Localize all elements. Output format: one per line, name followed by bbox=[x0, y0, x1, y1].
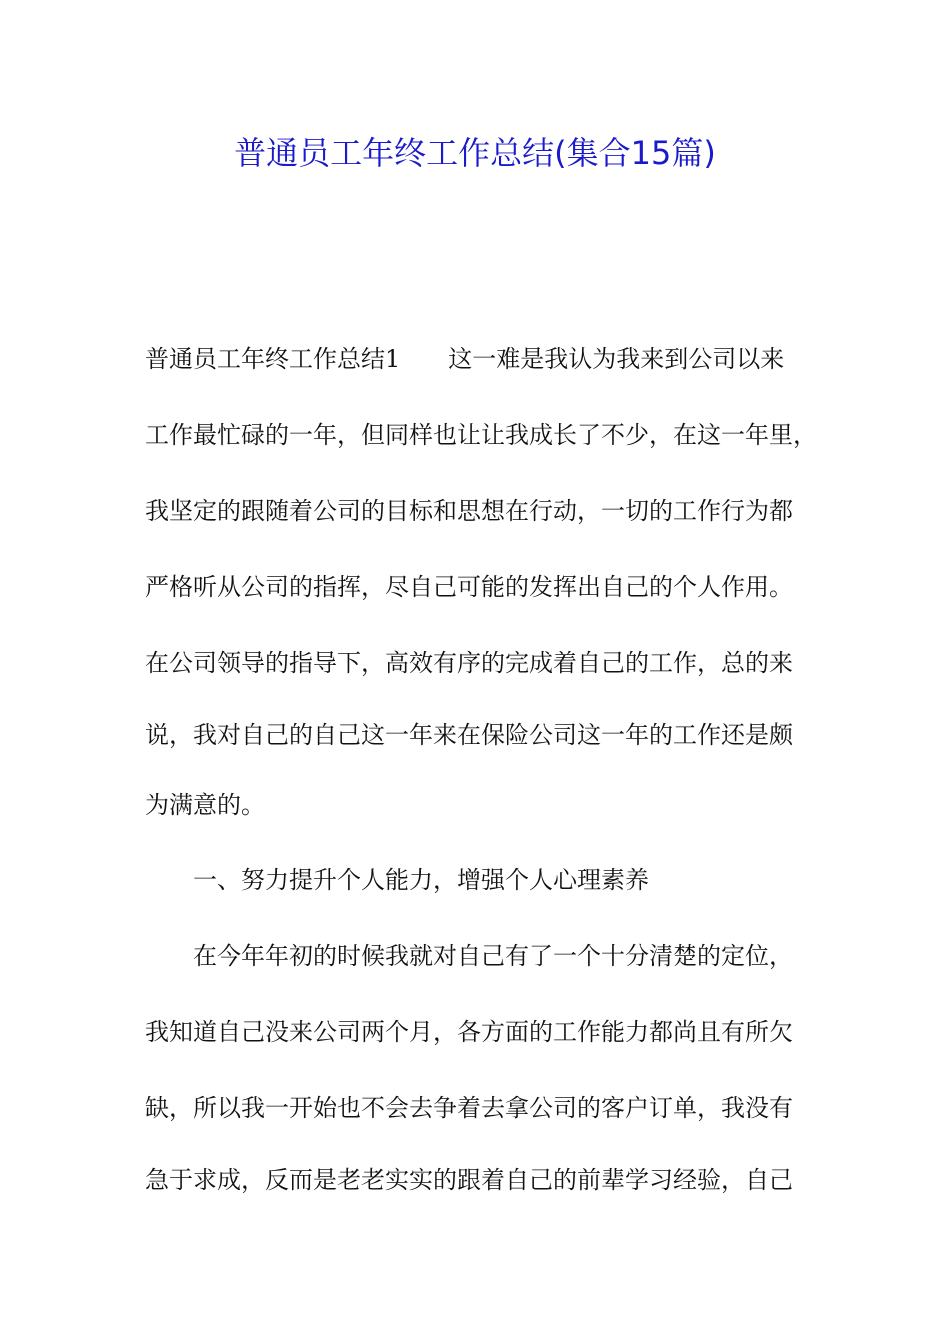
paragraph-line: 严格听从公司的指挥，尽自己可能的发挥出自己的个人作用。 bbox=[145, 573, 793, 601]
section-heading-inline: 普通员工年终工作总结1 bbox=[145, 345, 401, 373]
paragraph-line: 急于求成，反而是老老实实的跟着自己的前辈学习经验，自己 bbox=[145, 1166, 793, 1194]
document-title: 普通员工年终工作总结(集合15篇) bbox=[234, 134, 716, 172]
paragraph-line: 我知道自己没来公司两个月，各方面的工作能力都尚且有所欠 bbox=[145, 1018, 793, 1046]
section-heading: 一、努力提升个人能力，增强个人心理素养 bbox=[193, 866, 649, 894]
paragraph-line bbox=[145, 339, 784, 379]
paragraph-line: 在今年年初的时候我就对自己有了一个十分清楚的定位， bbox=[193, 942, 793, 970]
paragraph-line: 缺，所以我一开始也不会去争着去拿公司的客户订单，我没有 bbox=[145, 1094, 793, 1122]
paragraph-line: 我坚定的跟随着公司的目标和思想在行动，一切的工作行为都 bbox=[145, 497, 793, 525]
paragraph-line: 在公司领导的指导下，高效有序的完成着自己的工作，总的来 bbox=[145, 649, 793, 677]
paragraph-text: 这一难是我认为我来到公司以来 bbox=[448, 345, 785, 373]
paragraph-line: 工作最忙碌的一年，但同样也让让我成长了不少，在这一年里， bbox=[145, 421, 817, 449]
paragraph-line: 说，我对自己的自己这一年来在保险公司这一年的工作还是颇 bbox=[145, 721, 793, 749]
paragraph-line: 为满意的。 bbox=[145, 791, 265, 819]
